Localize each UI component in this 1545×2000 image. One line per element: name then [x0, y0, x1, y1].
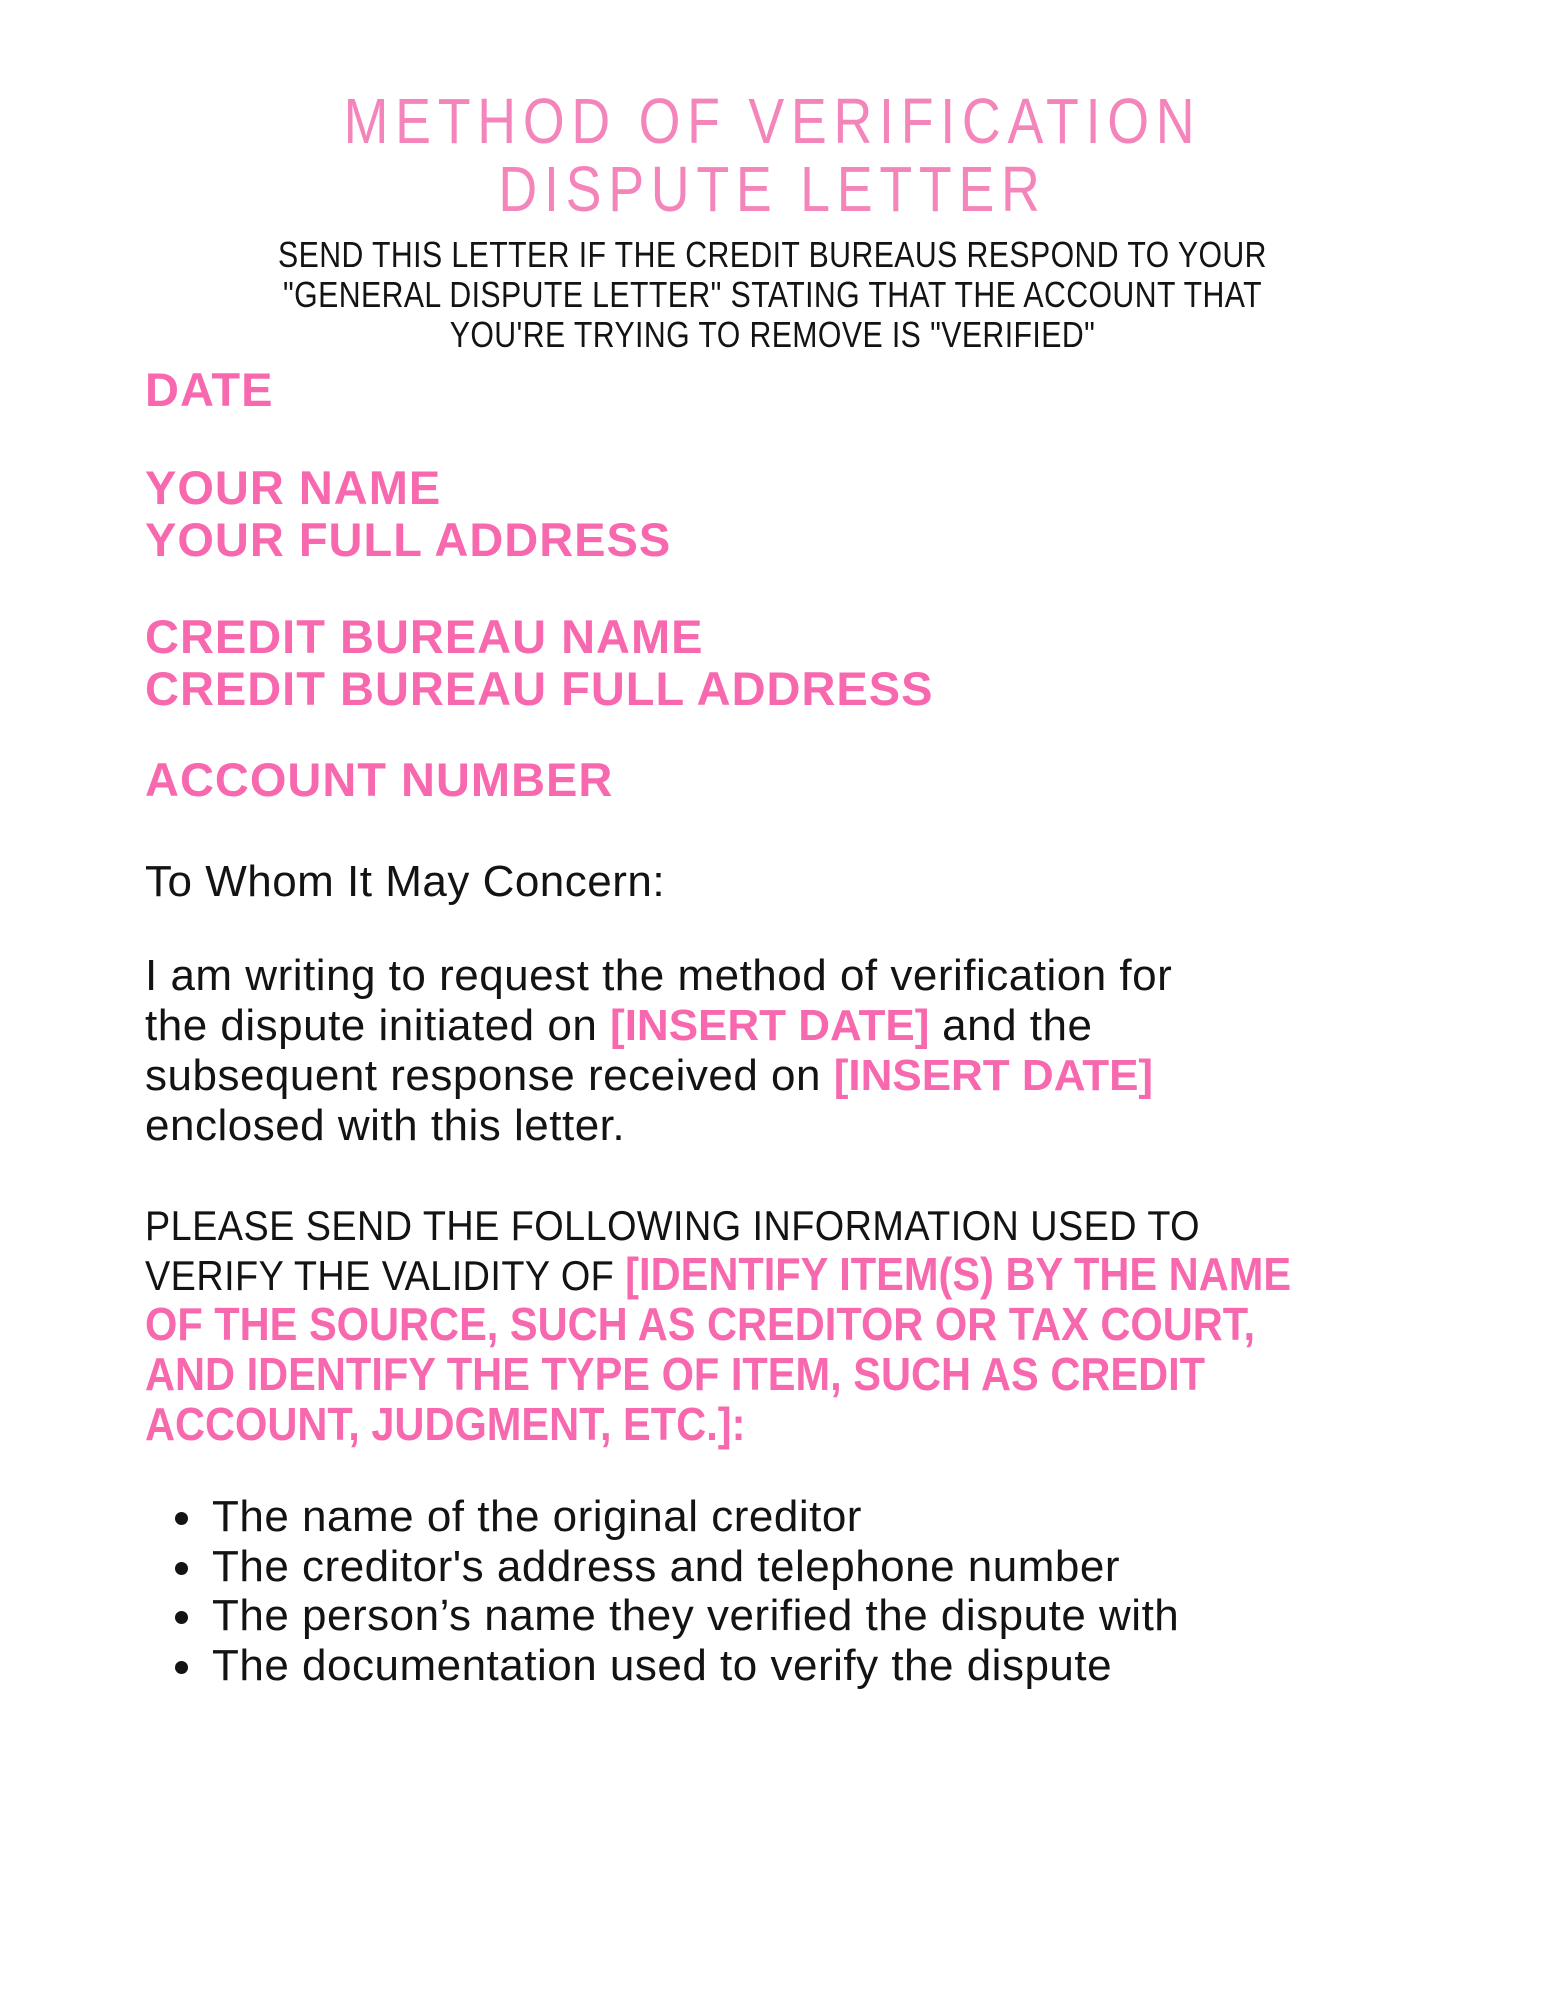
title-line: DISPUTE LETTER: [498, 153, 1047, 225]
paragraph-text: PLEASE SEND THE FOLLOWING INFORMATION USED TO: [145, 1202, 1201, 1249]
insert-placeholder-text: [INSERT DATE]: [610, 1001, 930, 1050]
address-line: YOUR NAME: [145, 461, 442, 514]
list-item: [145, 1492, 1179, 1542]
title-line: METHOD OF VERIFICATION: [343, 85, 1202, 157]
paragraph-line: [145, 1300, 1291, 1350]
list-item-text: The creditor's address and telephone number: [212, 1541, 1120, 1591]
paragraph-line: [145, 1101, 1172, 1151]
bullet-icon: [175, 1661, 188, 1674]
list-item: [145, 1542, 1179, 1592]
paragraph-line: [145, 1400, 1291, 1450]
address-line: CREDIT BUREAU NAME: [145, 610, 704, 663]
bureau-address-block: [145, 611, 933, 715]
paragraph-line: [145, 1202, 1291, 1250]
account-number-placeholder: ACCOUNT NUMBER: [145, 753, 614, 806]
insert-placeholder-text: AND IDENTIFY THE TYPE OF ITEM, SUCH AS CREDIT: [145, 1348, 1206, 1400]
address-line: YOUR FULL ADDRESS: [145, 513, 672, 566]
paragraph-line: [145, 1001, 1172, 1051]
paragraph-line: [145, 951, 1172, 1001]
paragraph-verification-request: [145, 951, 1172, 1151]
paragraph-line: [145, 1051, 1172, 1101]
list-item: [145, 1641, 1179, 1691]
requested-information-list: [145, 1492, 1179, 1690]
salutation: To Whom It May Concern:: [145, 857, 666, 906]
paragraph-text: VERIFY THE VALIDITY OF: [145, 1252, 626, 1299]
insert-placeholder-text: OF THE SOURCE, SUCH AS CREDITOR OR TAX COURT,: [145, 1298, 1256, 1350]
bullet-icon: [175, 1512, 188, 1525]
bullet-icon: [175, 1562, 188, 1575]
date-placeholder: DATE: [145, 363, 274, 416]
list-item-text: The documentation used to verify the dispute: [212, 1640, 1113, 1690]
list-item-text: The name of the original creditor: [212, 1492, 862, 1541]
subtitle-line: SEND THIS LETTER IF THE CREDIT BUREAUS RESPOND TO YOUR: [278, 234, 1267, 275]
paragraph-line: [145, 1250, 1291, 1300]
paragraph-text: I am writing to request the method of verification for: [145, 951, 1173, 1000]
list-item-text: The person’s name they verified the dispute with: [212, 1591, 1180, 1640]
bullet-icon: [175, 1611, 188, 1624]
insert-placeholder-text: [INSERT DATE]: [833, 1051, 1154, 1100]
insert-placeholder-text: [IDENTIFY ITEM(S) BY THE NAME: [625, 1248, 1292, 1300]
sender-address-block: [145, 462, 671, 566]
paragraph-information-request: [145, 1202, 1291, 1450]
subtitle-line: "GENERAL DISPUTE LETTER" STATING THAT THE ACCOUNT THAT: [283, 274, 1262, 315]
paragraph-text: subsequent response received on: [145, 1051, 834, 1100]
insert-placeholder-text: ACCOUNT, JUDGMENT, ETC.]:: [145, 1398, 746, 1450]
paragraph-text: the dispute initiated on: [145, 1001, 611, 1050]
list-item: [145, 1591, 1179, 1641]
paragraph-line: [145, 1350, 1291, 1400]
letter-title: [124, 87, 1422, 223]
paragraph-text: enclosed with this letter.: [145, 1101, 626, 1150]
letter-subtitle: [124, 235, 1422, 355]
paragraph-text: and the: [929, 1001, 1093, 1050]
subtitle-line: YOU'RE TRYING TO REMOVE IS "VERIFIED": [449, 314, 1096, 355]
address-line: CREDIT BUREAU FULL ADDRESS: [145, 662, 934, 715]
